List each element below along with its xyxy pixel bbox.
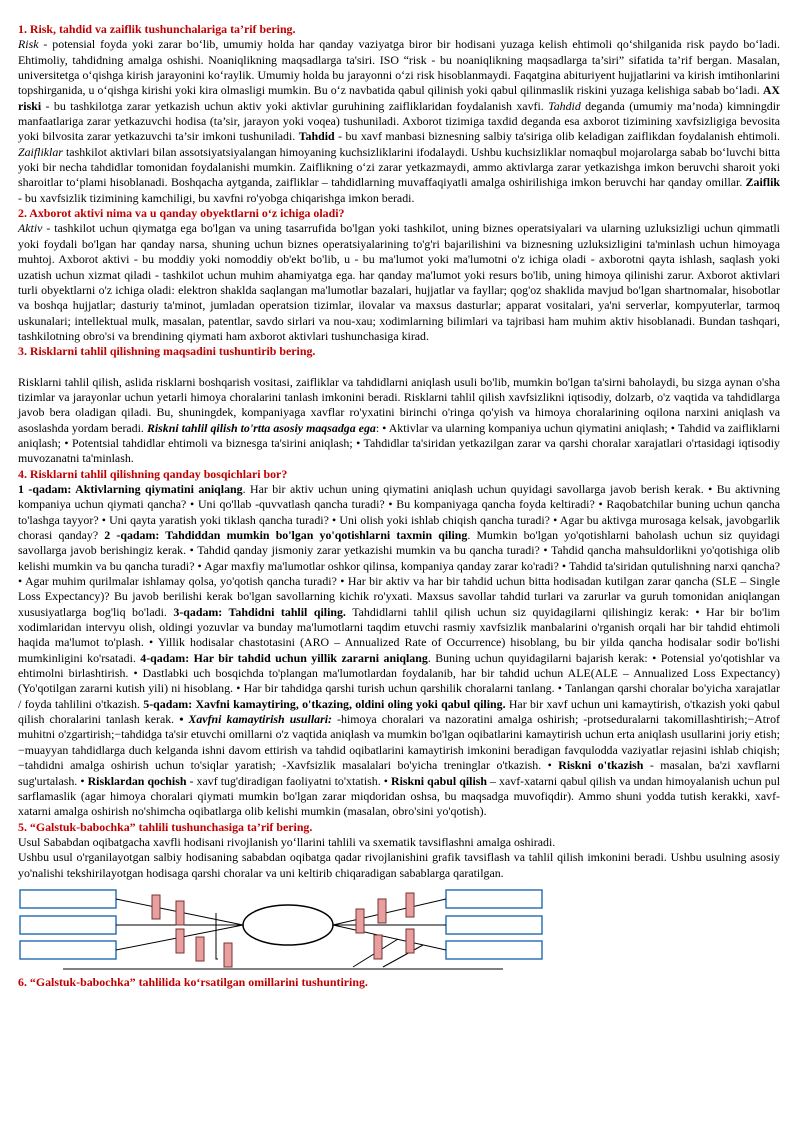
step-3: 3-qadam: Tahdidni tahlil qiling. [173,604,346,619]
barrier-right-4 [374,935,382,959]
barrier-right-2 [378,899,386,923]
step-5: 5-qadam: Xavfni kamaytiring, o'tkazing, oldini oling yoki qabul qiling. [143,696,506,711]
line-right-bottom [333,925,446,950]
text-span: . Mumkin bo'lgan yo'qotishlarni baholash uchun siz quyidagi savollarga javob berishingiz kerak. • Tahdid qanday jismoniy zarar yetkazishi mumkin va bu qancha turadi? • Tahdid qancha mahsuldorlikni yo'qotishiga olib kelishi mumkin va bu qancha turadi? • Agar maxfiy ma'lumotlar oshkor qilinsa, kompaniya qanday zarar ko'radi? • Tahdid ta'siridan qutulishning narxi qancha? • Agar muhim qurilmalar ishlamay qolsa, yo'qotish qancha turadi? • Har bir aktiv va har bir tahdid uchun bitta hodisadan kutilgan zarar qancha (SLE – Single Loss Expectancy)? Bu javob berilishi kerak bo'lgan savollarning kichik ro'yxati. Maxsus savollar tahdid turlari va zarurlar va guruh tomonidan aniqlangan xususiyatlarga bog'liq bo'ladi. [18,528,780,619]
barrier-left-5 [224,943,232,967]
consequence-box-3 [446,941,542,959]
cause-box-1 [20,890,116,908]
text-span: - bu tashkilotga zarar yetkazish uchun aktiv yoki aktivlar guruhining zaifliklaridan foydalanish xavfi. [41,98,549,113]
section-3-text [18,375,780,467]
text-span: Har bir xavf uchun uni kamaytirish, o'tkazish yoki qabul qilish choralarini tanlash kerak. [18,696,780,727]
term-ax-riski: AX riski [18,83,780,113]
text-span: deganda (umumiy ma’noda) kimningdir manfaatlariga zarar yetkazuvchi hodisa (ta’sir, jarayon yoki voqea) tushuniladi. Axborot tizimiga taxdid deganda esa axborot tizimining xavfsizligiga bevosita yoki bilvosita zarar yetkazuvchi ta’sir imkoni tushuniladi. [18,98,780,144]
barrier-left-1 [152,895,160,919]
text-span: tashkilot aktivlari bilan assotsiyatsiyalangan himoyaning kuchsizliklarini ifodalaydi. Ushbu kuchsizliklar nomaqbul mojarolarga sabab bo‘luvchi bitta yoki bir necha tahdidlar tomonidan foydalanishi mumkin. Zaiflikning o‘zi zarar yetkazmaydi, ammo aktivlarga zarar yetkazishga imkon beruvchi sharoit yoki sharoitlar to‘plami hisoblanadi. Boshqacha aytganda, zaifliklar – tahdidlarning muvaffaqiyatli amalga oshirilishiga imkon beruvchi har qanday omillar. [18,144,780,190]
heading-6: 6. “Galstuk-babochka” tahlilida ko‘rsatilgan omillarini tushuntiring. [18,974,368,989]
section-1-text [18,37,780,206]
term-transfer: Riskni o'tkazish [558,758,644,773]
text-span: -himoya choralari va nazoratini amalga oshirish; -protseduralarni takomillashtirish;−Atrof muhitni o'zgartirish;−tahdidga ta'sir etuvchi omillarni o'z vaqtida aniqlash va mumkin bo'lgan oqibatlarini kamaytirish uchun erta aniqlash usullarini joriy etish;−muayyan tahdidlarga duch kelganda ishni davom ettirish va tahdid oqibatlarini kamaytirish imkonini beradigan favqulodda vaziyatlar rejasini ishlab chiqish;−tahdidni amalga oshirish uchun to'siqlar yaratish; -Xavfsizlik masalalari bo'yicha treninglar o'tkazish. • [18,712,780,773]
barrier-right-1 [356,909,364,933]
term-zaiflik: Zaiflik [745,175,780,190]
text-span: - potensial foyda yoki zarar bo‘lib, umumiy holda har qanday vaziyatga biror bir hodisani yuzaga kelish ehtimoli qo‘shilganida risk paydo bo‘ladi. Ehtimoliy, tahdidning amalga oshishi. Noaniqlikning maqsadlarga ta'siri. ISO “risk - bu noaniqlikning maqsadlarga ta’siri” sifatida ta’rif bergan. Masalan, universitetga o‘qishga kirish jarayonini ko‘raylik. Umumiy holda bu jarayonni o‘zi risk hisoblanmaydi. Faqatgina abituriyent hujjatlarini va kirish imtihonlarini topshirganida, u o‘qishga kirishi yoki kira olmasligi mumkin. Bu o‘z navbatida qabul qilinish yoki qabul qilinmaslik riskini yuzaga kelishiga sabab bo‘ladi. [18,37,780,98]
term-avoid: Risklardan qochish [87,773,187,788]
text-span: : • Aktivlar va ularning kompaniya uchun qiymatini aniqlash; • Tahdid va zaifliklarni aniqlash; • Potentsial tahdidlar ehtimoli va biznesga ta'sirini aniqlash; • Tahdidlar ta'siridan yetkazilgan zarar va qarshi choralar xarajatlari o'rtasidagi iqtisodiy muvozanatni ta'minlash. [18,420,781,466]
document-page [18,22,780,990]
text-span: – xavf-xatarni qabul qilish va undan himoyalanish uchun pul sarflamaslik (agar himoya choralari qiymati mumkin bo'lgan zarar miqdoridan oshsa, bu maqsadga muvofiqdir). Ammo shuni yodda tutish kerakki, xavf-xatarni amalga oshirish no'shimcha oqibatlarga olib kelishi mumkin (masalan, obro'sini yo'qotish). [18,773,781,819]
section-5-text-1: Usul Sababdan oqibatgacha xavfli hodisani rivojlanish yo‘llarini tahlili va sxematik tavsiflashni amalga oshiradi. [18,834,556,849]
consequence-box-1 [446,890,542,908]
barrier-right-3 [406,893,414,917]
heading-4: 4. Risklarni tahlil qilishning qanday bosqichlari bor? [18,466,288,481]
text-span: - tashkilot uchun qiymatga ega bo'lgan va uning tasarrufida bo'lgan yoki tashkilot, uning biznes operatsiyalari va ularning uzluksizligi uchun qimmatli yoki foydali bo'lgan har qanday narsa, shuning uchun biznes operatsiyalarining to'g'ri bajarilishini va biznesning uzluksizligini ta'minlash uchun himoyaga muhtoj. Axborot aktivi - bu moddiy yoki nomoddiy ob'ekt bo'lib, u - bu ma'lumot yoki ma'lumotni o'z ichiga oladi - axborotni qayta ishlash, saqlash yoki uzatish uchun xizmat qiladi - tashkilot uchun muhim ahamiyatga ega. har qanday ma'lumot yoki resurs bo'lib, uning himoya qilinishi zarur. Axborot aktivlari turli obyektlarni o'z ichiga oladi: elektron shaklda saqlangan ma'lumotlar bazalari, hujjatlar va fayllar; qog'oz shaklida mavjud bo'lgan shartnomalar, hisobotlar va boshqa hujjatlar; dasturiy ta'minot, jumladan operatsion tizimlar, ilovalar va maxsus dasturlar; apparat vositalari, ya'ni serverlar, kompyuterlar, tarmoq uskunalari; intellektual mulk, masalan, patentlar, savdo sirlari va nou-xau; xodimlarning bilimlari va tajribasi ham muhim aktiv hisoblanadi. Bundan tashqari, tashkilotning obro'si va brendining qiymati ham axborot aktivlari tushunchasiga kirad. [18,221,780,343]
barrier-left-3 [176,929,184,953]
term-four-goals: Riskni tahlil qilish to'rtta asosiy maqsadga ega [146,420,376,435]
cause-box-2 [20,916,116,934]
line-right-arrow-2 [383,945,423,967]
section-4-text [18,482,780,820]
bow-tie-svg [18,887,780,971]
step-1: 1 -qadam: Aktivlarning qiymatini aniqlang [18,481,243,496]
text-span: Tahdidlarni tahlil qilish uchun siz quyidagilarni qilishingiz kerak: • Har bir bo'lim xodimlaridan intervyu olish, oldingi yozuvlar va bunday ma'lumotlarni taqdim etuvchi rasmiy xavfsizlik manbalarini o'rganish orqali har bir tahdid ehtimoli haqida ma'lumot to'plash. • Yillik hodisalar chastotasini (ARO – Annualized Rate of Occurrence) hisoblang, bu bir yilda qancha hodisalar sodir bo'lishi mumkinligini ko'rsatadi. [18,604,780,665]
term-tahdid-bold: Tahdid [298,129,335,144]
barrier-left-4 [196,937,204,961]
term-accept: Riskni qabul qilish [390,773,487,788]
term-zaifliklar: Zaifliklar [18,144,63,159]
text-span: - masalan, ba'zi xavflarni sug'urtalash. • [18,758,780,788]
term-tahdid: Tahdid [548,98,581,113]
consequence-box-2 [446,916,542,934]
spacer [18,360,780,375]
text-span: . Buning uchun quyidagilarni bajarish kerak: • Potensial yo'qotishlar va ehtimolni birlashtirish. • Dastlabki uch bosqichda to'plangan ma'lumotlardan foydalanib, har bir tahdid uchun ALE(ALE – Annualized Loss Expectancy) (Yo'qotilgan zararni kutish yili) ni hisoblang. • Har bir tahdidga qarshi turish uchun qarshilik choralarni tanlang. • Tanlangan qarshi choralar bo'yicha xarajatlar / foyda tahlilini o'tkazish. [18,650,780,711]
bow-tie-diagram [18,887,780,971]
heading-2: 2. Axborot aktivi nima va u qanday obyektlarni o‘z ichiga oladi? [18,206,345,221]
barrier-left-2 [176,901,184,925]
text-span: - bu xavf manbasi biznesning salbiy ta'siriga olib keladigan zaiflikdan foydalanish ehtimoli. [334,129,780,144]
text-span: Risklarni tahlil qilish, aslida risklarni boshqarish vositasi, zaifliklar va tahdidlarni aniqlash usuli bo'lib, mumkin bo'lgan ta'sirni baholaydi, bu sizga aynan o'sha tizimlar va jarayonlar uchun yetarli himoya choralarini tanlash imkonini beradi. Risklarni tahlil qilish xavfsizlikni iqtisodiy, dolzarb, o'z vaqtida va tahdidlarga javob bera oladigan qiladi. Bu, shuningdek, kompaniyaga xavflar ro'yxatini birinchi o'ringa qo'yish va himoya choralarining oqilona narxini aniqlash va asoslashda yordam beradi. [18,374,780,435]
term-risk: Risk [18,37,39,52]
heading-1: 1. Risk, tahdid va zaiflik tushunchalariga ta’rif bering. [18,22,296,36]
step-4: 4-qadam: Har bir tahdid uchun yillik zararni aniqlang [140,650,428,665]
term-reduce-methods: • Xavfni kamaytirish usullari: [179,712,332,727]
text-span: . Har bir aktiv uchun uning qiymatini aniqlash uchun quyidagi savollarga javob berish kerak. • Bu aktivning kompaniya uchun qiymati qancha? • Uni qo'llab -quvvatlash qancha turadi? • Bu kompaniyaga qancha foyda keltiradi? • Raqobatchilar buning uchun qancha to'lashga tayyor? • Uni qayta yaratish yoki tiklash qancha turadi? • Uni olish yoki ishlab chiqish qancha turadi? • Agar bu aktivga murosaga kelsak, javobgarlik chorasi qanday? [18,481,780,542]
text-span: - xavf tug'diradigan faoliyatni to'xtatish. • [186,773,391,788]
cause-box-3 [20,941,116,959]
section-2-text [18,221,780,344]
term-aktiv: Aktiv [18,221,43,236]
heading-3: 3. Risklarni tahlil qilishning maqsadini tushuntirib bering. [18,344,316,359]
section-5-text-2: Ushbu usul o'rganilayotgan salbiy hodisaning sababdan oqibatga qadar rivojlanishini grafik tavsiflash va tahlil qilish imkonini beradi. Ushbu usulning asosiy yo'nalishi tekshirilayotgan hodisaga qarshi choralar va uni keltirib chiqaradigan sabablarga qaratilgan. [18,850,780,880]
text-span: - bu xavfsizlik tizimining kamchiligi, bu xavfni ro'yobga chiqarishga imkon beradi. [18,190,415,205]
barrier-right-5 [406,929,414,953]
line-right-top [333,899,446,925]
step-2: 2 -qadam: Tahdiddan mumkin bo'lgan yo'qotishlarni taxmin qiling [104,528,468,542]
heading-5: 5. “Galstuk-babochka” tahlili tushunchasiga ta’rif bering. [18,819,313,834]
top-event-ellipse [243,905,333,945]
